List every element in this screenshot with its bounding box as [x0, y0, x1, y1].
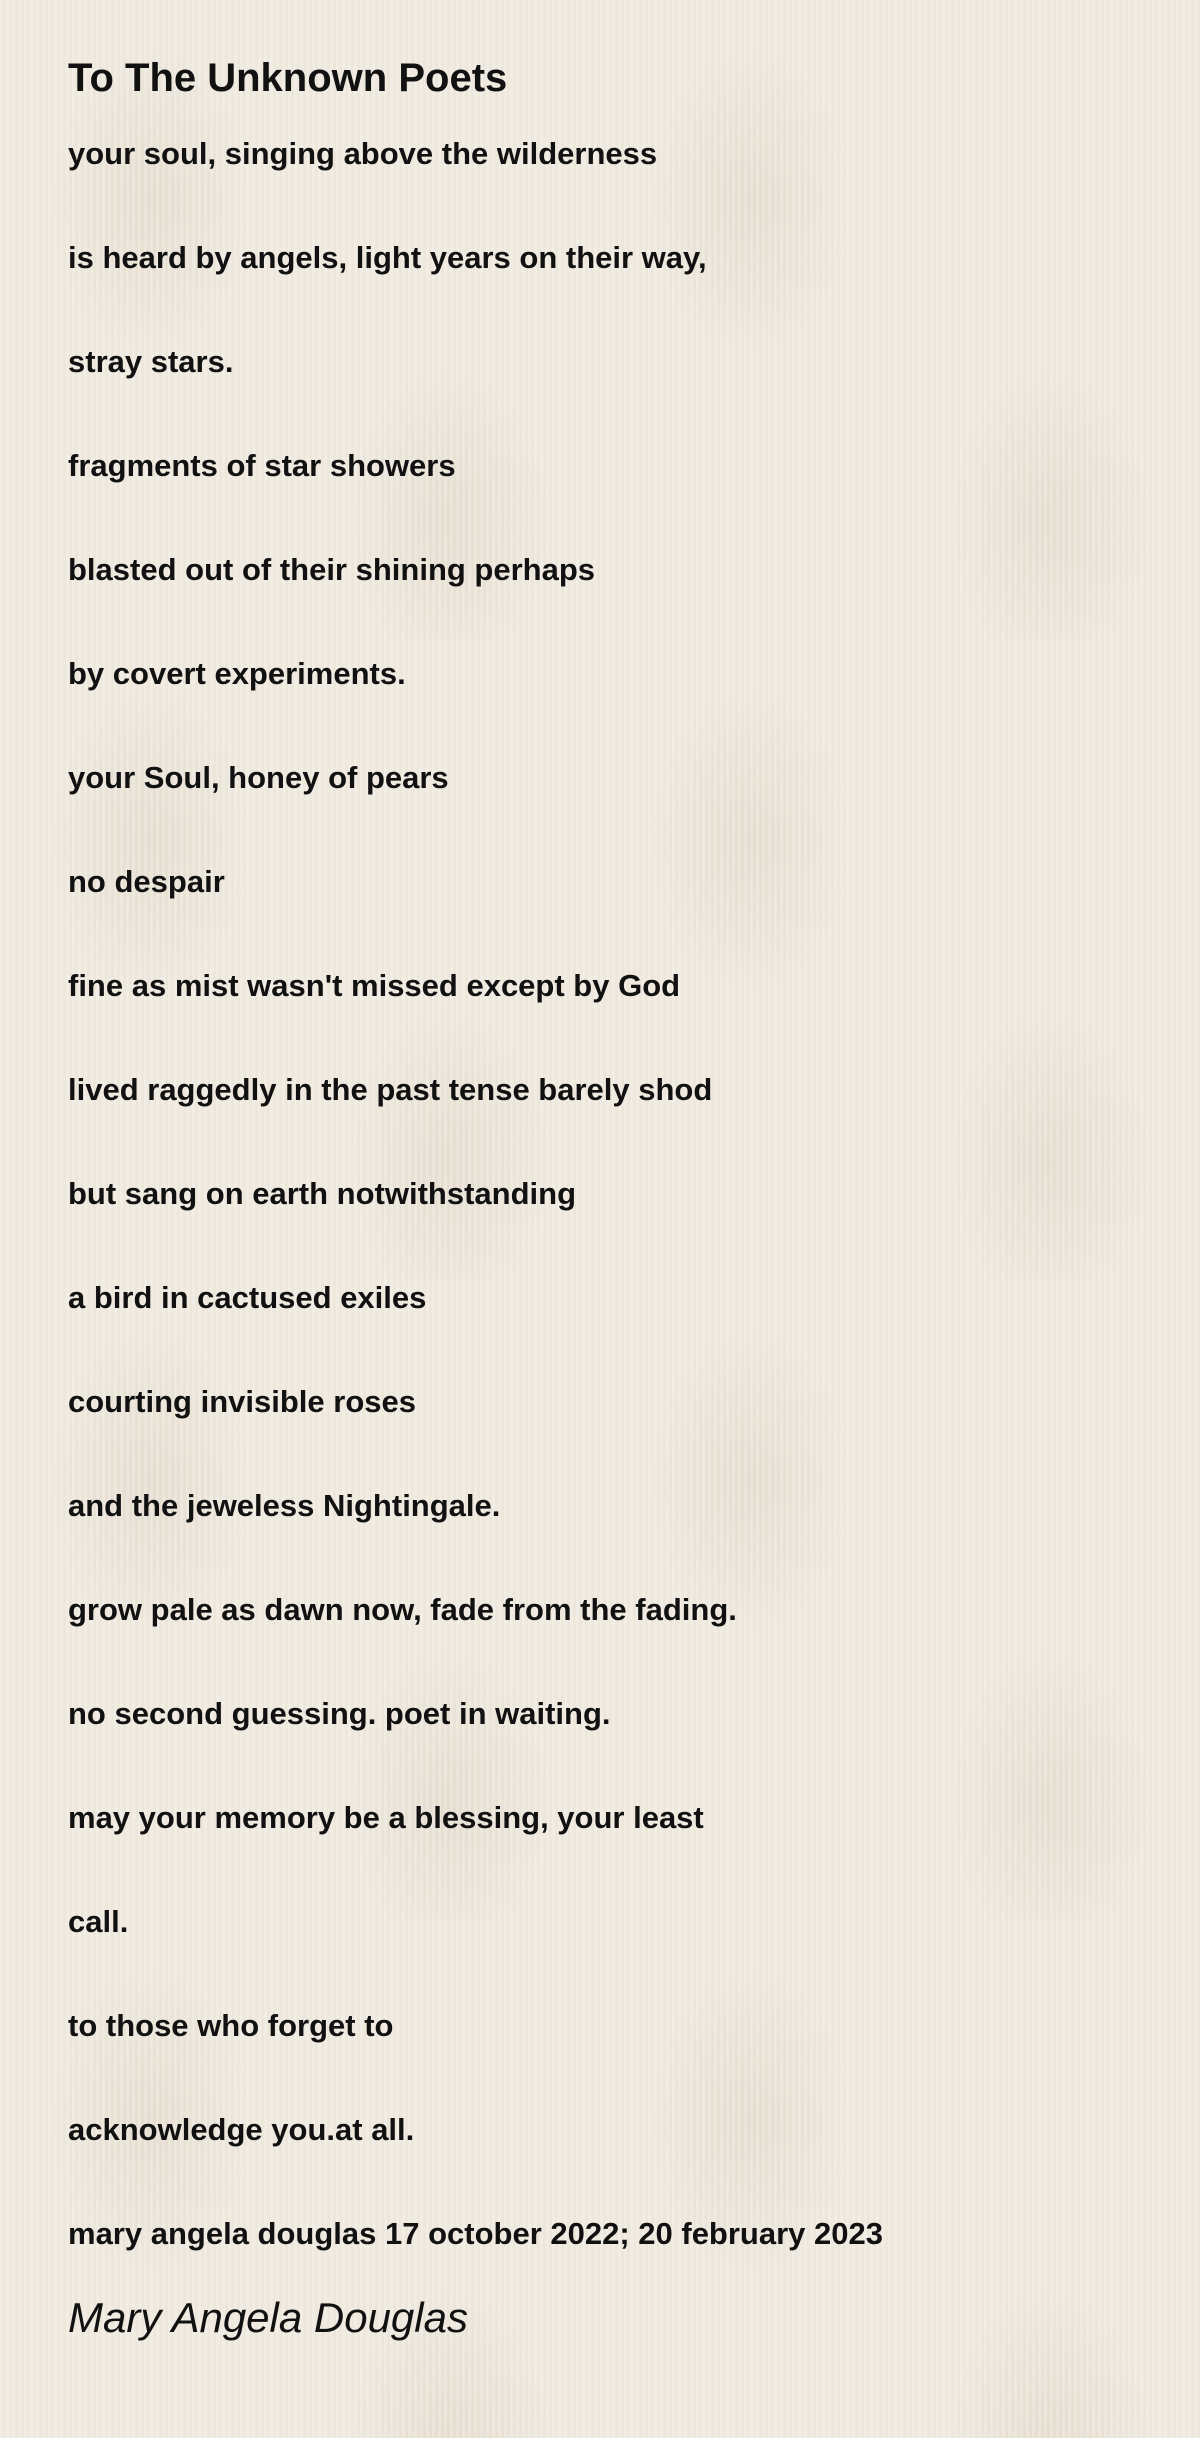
poem-line: is heard by angels, light years on their way, — [68, 240, 707, 275]
poem-line: a bird in cactused exiles — [68, 1280, 427, 1315]
author-name: Mary Angela Douglas — [68, 2294, 468, 2341]
poem-line: fragments of star showers — [68, 448, 456, 483]
poem-line: no despair — [68, 864, 225, 899]
poem-line: blasted out of their shining perhaps — [68, 552, 596, 587]
poem-lines — [68, 134, 1148, 2290]
poem-line: no second guessing. poet in waiting. — [68, 1696, 611, 1731]
poem-title: To The Unknown Poets — [68, 56, 508, 100]
poem-line: by covert experiments. — [68, 656, 406, 691]
poem-line: call. — [68, 1904, 129, 1939]
poem-line: grow pale as dawn now, fade from the fading. — [68, 1592, 737, 1627]
poem-line: but sang on earth notwithstanding — [68, 1176, 577, 1211]
poem-line: courting invisible roses — [68, 1384, 416, 1419]
poem-line: lived raggedly in the past tense barely shod — [68, 1072, 713, 1107]
poem-line: your soul, singing above the wilderness — [68, 136, 658, 171]
poem-line: and the jeweless Nightingale. — [68, 1488, 501, 1523]
poem-date-line: mary angela douglas 17 october 2022; 20 february 2023 — [68, 2216, 883, 2251]
poem-line: fine as mist wasn't missed except by God — [68, 968, 681, 1003]
poem-line: may your memory be a blessing, your least — [68, 1800, 704, 1835]
poem-line: acknowledge you.at all. — [68, 2112, 415, 2147]
poem-line: stray stars. — [68, 344, 234, 379]
poem-card — [68, 50, 1148, 2346]
poem-line: to those who forget to — [68, 2008, 394, 2043]
poem-line: your Soul, honey of pears — [68, 760, 449, 795]
